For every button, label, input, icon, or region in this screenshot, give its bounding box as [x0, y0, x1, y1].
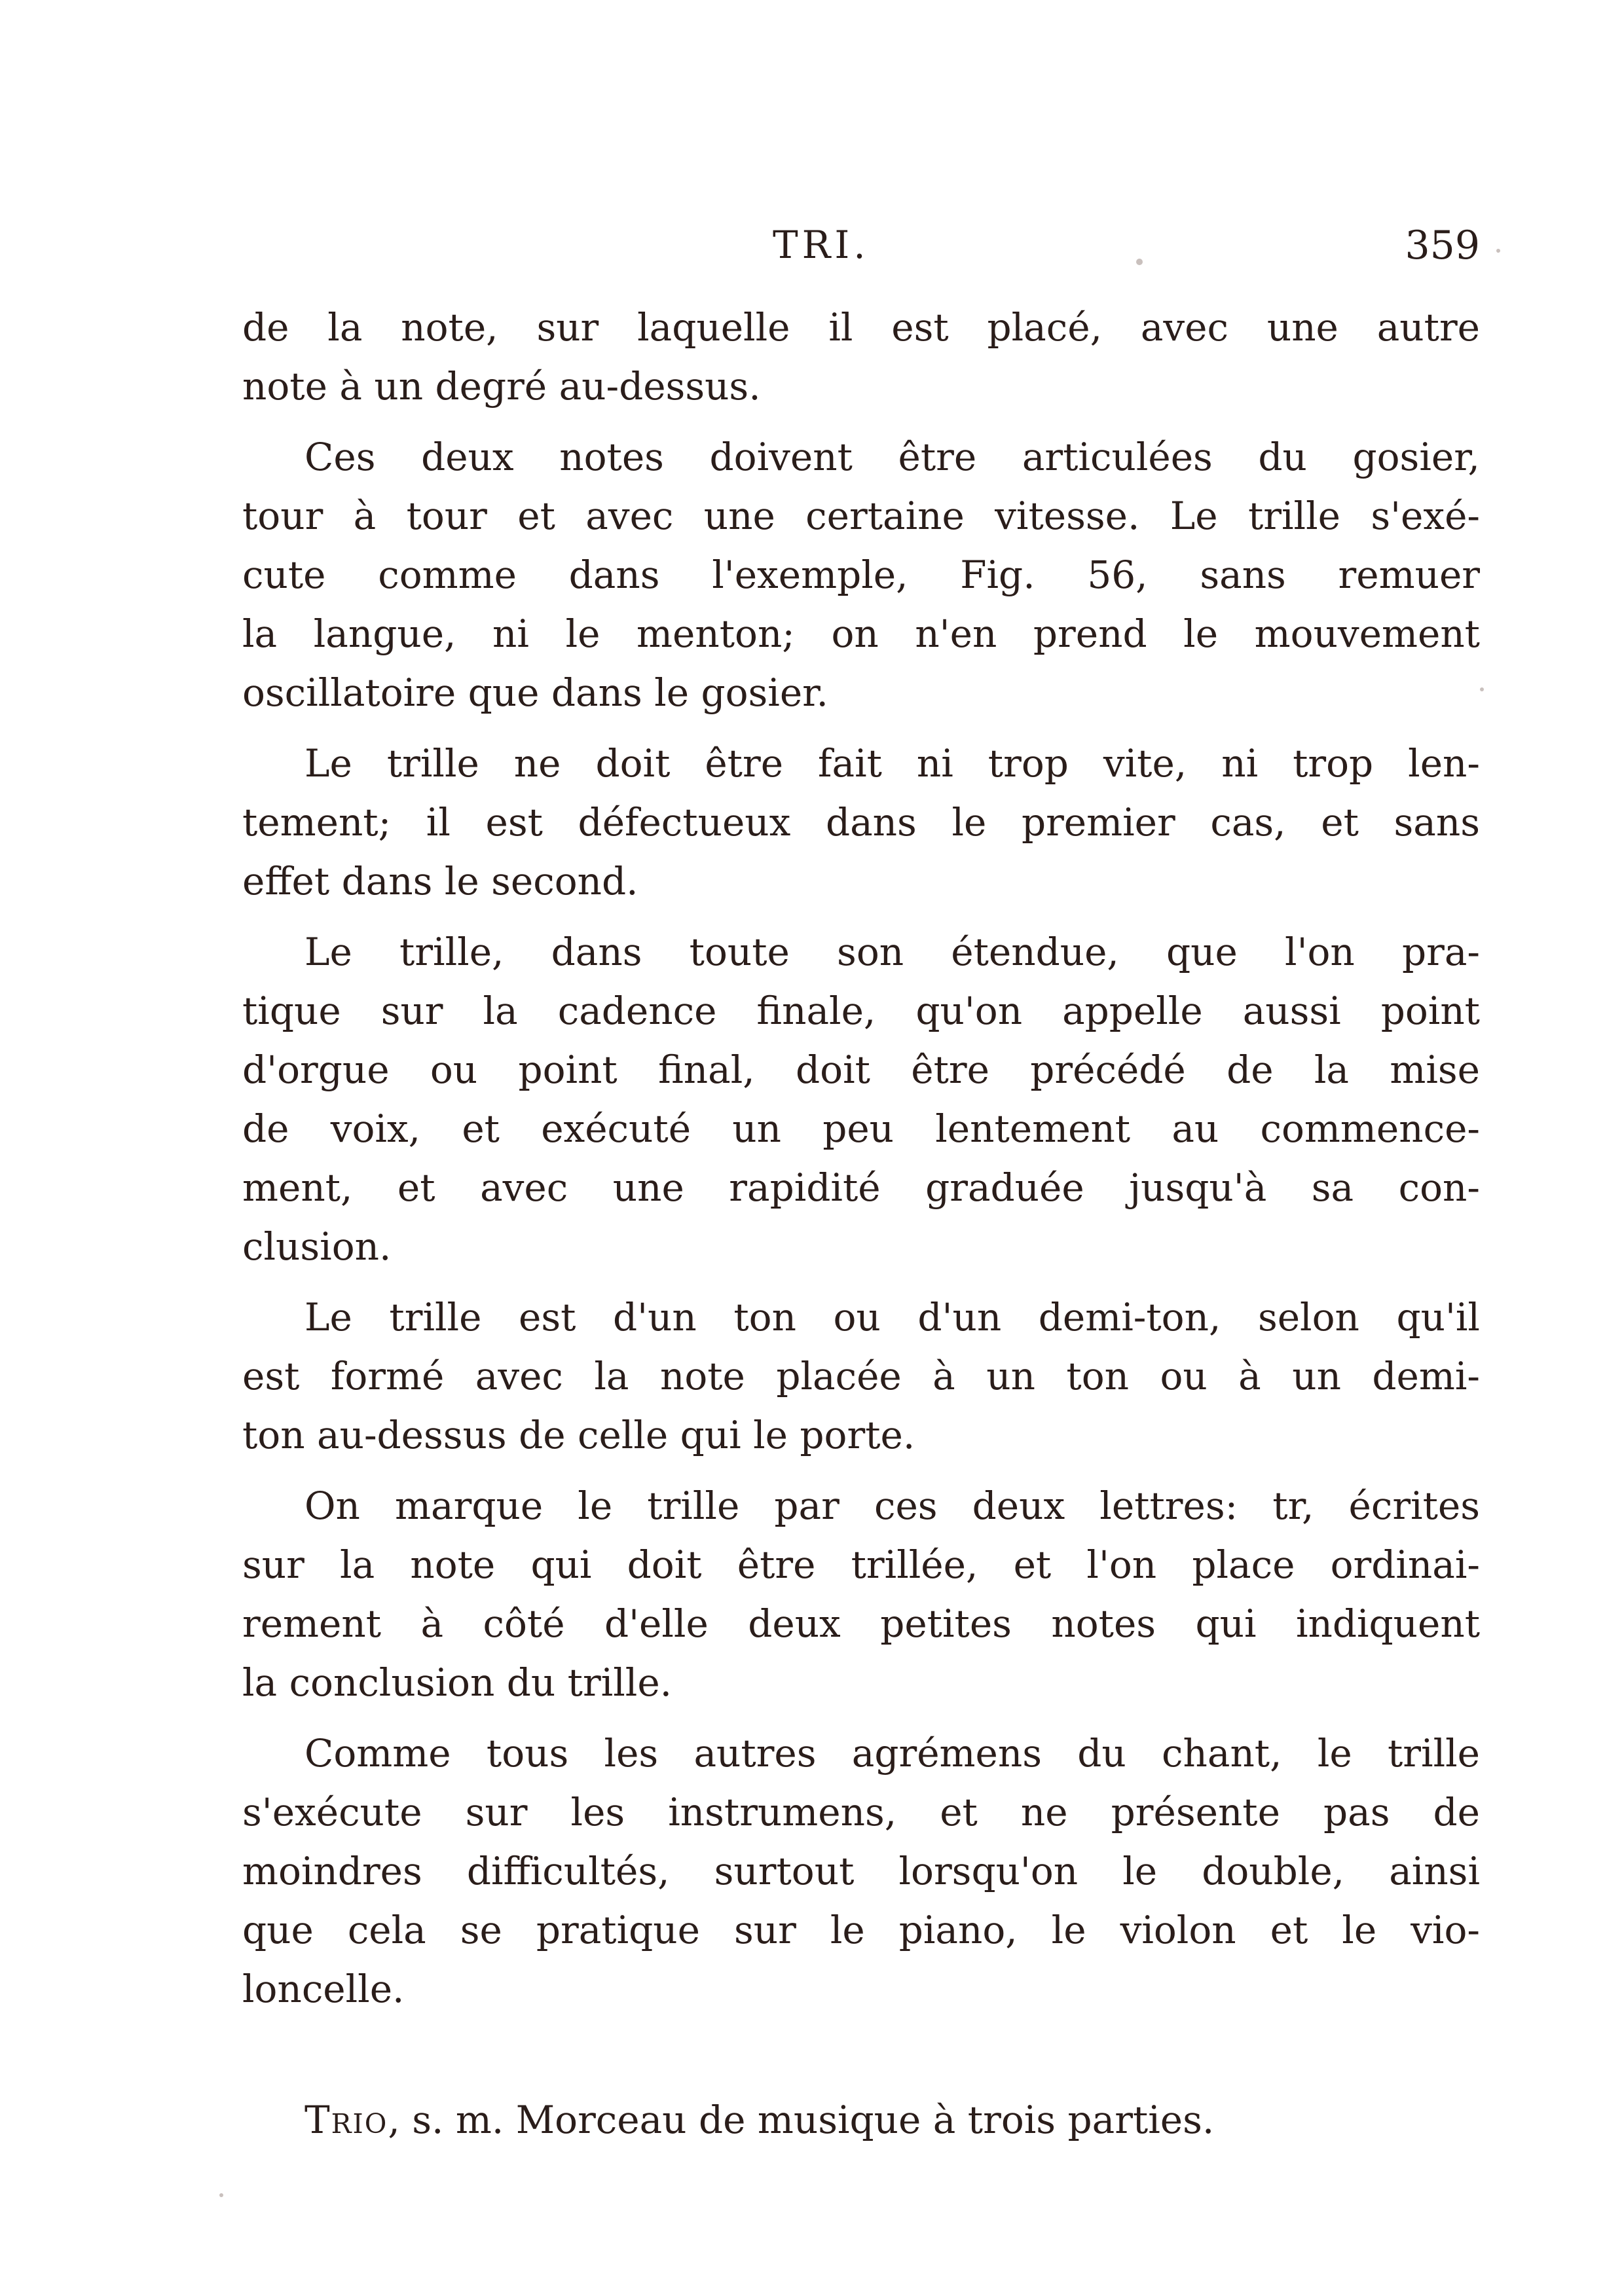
paragraph [242, 1476, 1480, 1712]
text-line: oscillatoire que dans le gosier. [242, 670, 828, 715]
body-text [242, 298, 1480, 2149]
text-line: de voix, et exécuté un peu lentement au commence- [242, 1106, 1480, 1151]
text-line: s'exécute sur les instrumens, et ne présente pas de [242, 1790, 1480, 1834]
paragraph [242, 1288, 1480, 1465]
text-line: clusion. [242, 1224, 392, 1269]
paper-speck [219, 2193, 223, 2197]
text-line: rement à côté d'elle deux petites notes qui indiquent [242, 1601, 1480, 1646]
text-line: tique sur la cadence finale, qu'on appelle aussi point [242, 989, 1480, 1033]
entry-headword: Trio [304, 2098, 388, 2142]
text-line: moindres difficultés, surtout lorsqu'on le double, ainsi [242, 1849, 1480, 1893]
page-header [242, 223, 1480, 282]
paragraph [242, 298, 1480, 416]
text-line: Le trille, dans toute son étendue, que l'on pra- [304, 930, 1480, 974]
paper-speck [1496, 249, 1500, 253]
text-line: que cela se pratique sur le piano, le violon et le vio- [242, 1908, 1480, 1952]
dictionary-entry [242, 2090, 1480, 2149]
paper-speck [1136, 259, 1143, 265]
text-line: Le trille est d'un ton ou d'un demi-ton, selon qu'il [304, 1295, 1480, 1339]
paper-speck [1480, 687, 1484, 691]
text-line: la conclusion du trille. [242, 1660, 673, 1705]
text-line: ton au-dessus de celle qui le porte. [242, 1413, 915, 1457]
text-line: ment, et avec une rapidité graduée jusqu'à sa con- [242, 1165, 1480, 1210]
text-line: Comme tous les autres agrémens du chant, le trille [304, 1731, 1480, 1776]
paragraph [242, 734, 1480, 911]
text-line: de la note, sur laquelle il est placé, avec une autre [242, 305, 1480, 350]
running-head: TRI. [773, 223, 870, 267]
text-line: cute comme dans l'exemple, Fig. 56, sans remuer [242, 553, 1480, 597]
entry-line [242, 2090, 1480, 2149]
page-number: 359 [1405, 223, 1480, 268]
text-line: On marque le trille par ces deux lettres: tr, écrites [304, 1484, 1480, 1528]
text-line: tement; il est défectueux dans le premier cas, et sans [242, 800, 1480, 845]
paragraph [242, 1724, 1480, 2018]
entry-definition: , s. m. Morceau de musique à trois parties. [388, 2098, 1215, 2142]
text-line: Ces deux notes doivent être articulées du gosier, [304, 435, 1480, 479]
text-line: note à un degré au-dessus. [242, 364, 761, 409]
text-line: loncelle. [242, 1967, 405, 2011]
text-line: est formé avec la note placée à un ton ou à un demi- [242, 1354, 1480, 1398]
paragraph [242, 428, 1480, 722]
paragraph [242, 922, 1480, 1276]
text-line: d'orgue ou point final, doit être précédé de la mise [242, 1048, 1480, 1092]
text-line: sur la note qui doit être trillée, et l'on place ordinai- [242, 1542, 1480, 1587]
text-line: Le trille ne doit être fait ni trop vite, ni trop len- [304, 741, 1480, 786]
text-line: tour à tour et avec une certaine vitesse. Le trille s'exé- [242, 494, 1480, 538]
text-line: la langue, ni le menton; on n'en prend le mouvement [242, 611, 1480, 656]
text-line: effet dans le second. [242, 859, 638, 903]
